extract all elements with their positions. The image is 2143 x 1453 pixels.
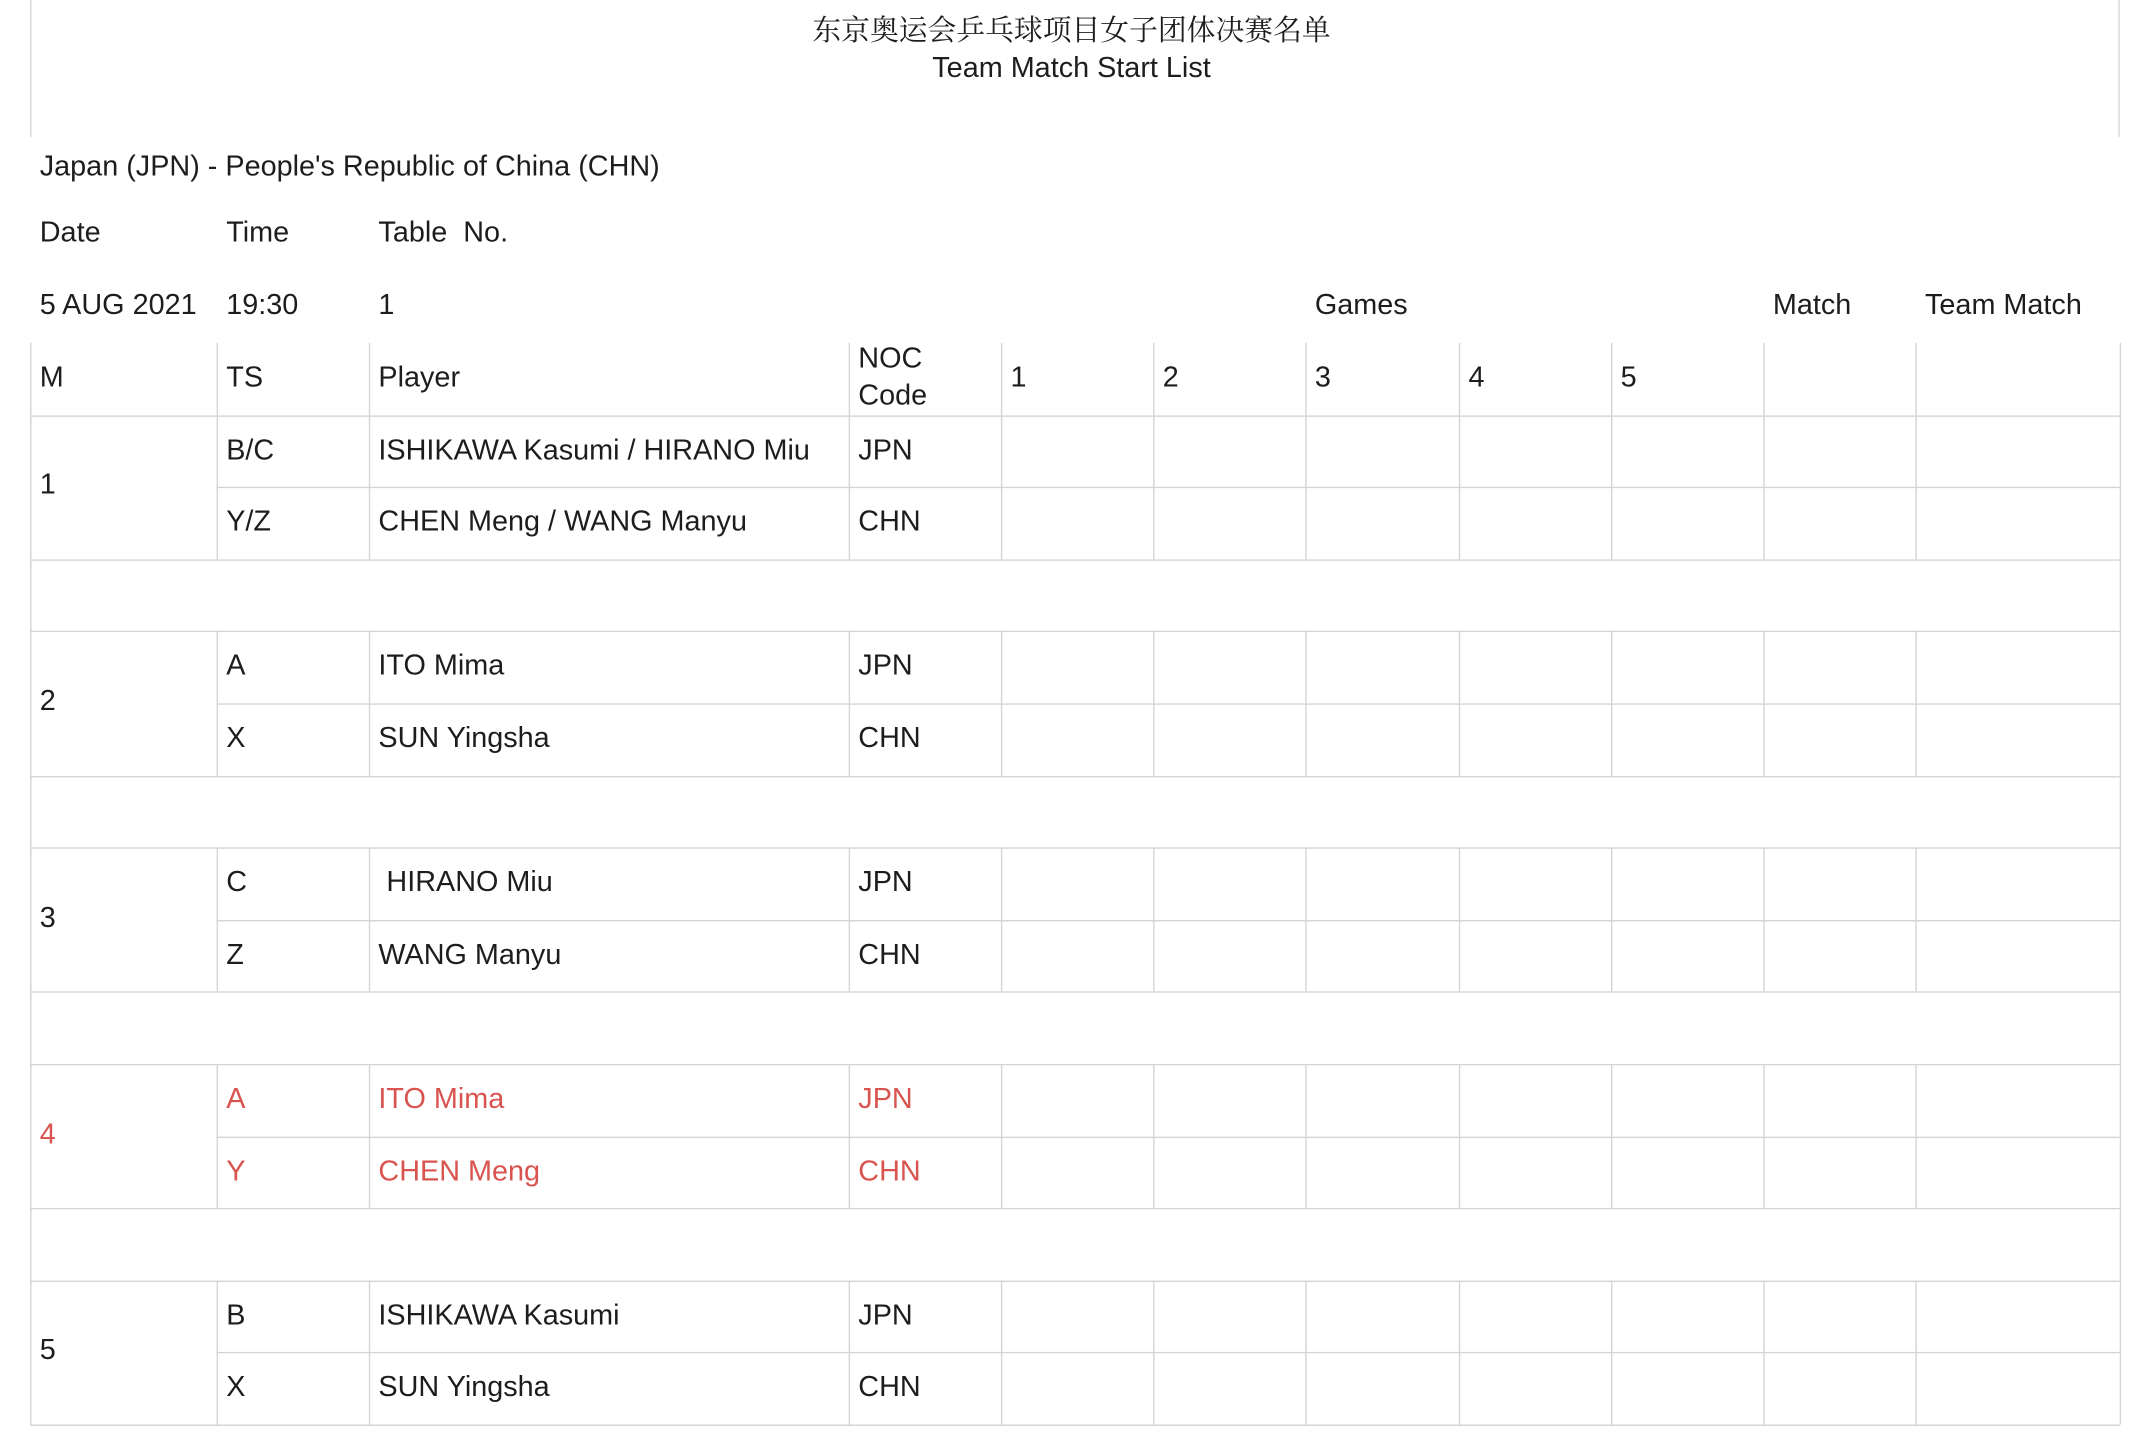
- spacer-row-bottom-rule: [30, 631, 2120, 632]
- header-bottom-rule: [30, 415, 2120, 416]
- player-name: ISHIKAWA Kasumi: [378, 1299, 620, 1332]
- match-number: 4: [39, 1118, 56, 1150]
- player-name: HIRANO Miu: [378, 866, 553, 899]
- noc-code: JPN: [858, 1083, 913, 1115]
- col-header-code: Code: [858, 379, 928, 412]
- table-left-border: [30, 343, 31, 1425]
- player-name: WANG Manyu: [378, 938, 562, 971]
- table-right-border: [2120, 343, 2121, 1425]
- matchup-heading: Japan (JPN) - People's Republic of China (CHN): [39, 150, 660, 183]
- player-name: SUN Yingsha: [378, 1371, 550, 1404]
- col-header-noc: NOC: [858, 342, 923, 375]
- title-chinese: 东京奥运会乒乓球项目女子团体决赛名单: [812, 13, 1331, 47]
- team-slot: Y: [226, 1155, 246, 1187]
- noc-code: CHN: [858, 1371, 921, 1404]
- header-column-divider: [1763, 343, 1764, 415]
- header-column-divider: [369, 343, 370, 415]
- match-block-bottom-rule: [30, 559, 2120, 560]
- spacer-row-bottom-rule: [30, 1280, 2120, 1281]
- player-name: CHEN Meng / WANG Manyu: [378, 506, 747, 538]
- header-column-divider: [1915, 343, 1916, 415]
- col-header-game-5: 5: [1620, 361, 1637, 394]
- noc-code: CHN: [858, 722, 921, 755]
- date-label: Date: [39, 216, 101, 249]
- date-value: 5 AUG 2021: [39, 289, 197, 321]
- player-row-divider: [217, 1136, 2120, 1137]
- player-name: SUN Yingsha: [378, 722, 550, 755]
- time-label: Time: [226, 216, 290, 249]
- team-slot: B: [226, 1299, 246, 1332]
- header-column-divider: [1153, 343, 1154, 415]
- team-slot: A: [226, 1083, 246, 1115]
- noc-code: JPN: [858, 866, 913, 899]
- player-name: CHEN Meng: [378, 1155, 541, 1187]
- team-slot: C: [226, 866, 248, 899]
- player-row-divider: [217, 920, 2120, 921]
- noc-code: CHN: [858, 1155, 921, 1187]
- col-header-m: M: [39, 361, 64, 394]
- player-row-divider: [217, 703, 2120, 704]
- table-no-value: 1: [378, 289, 395, 321]
- team-match-super-header: Team Match: [1925, 289, 2082, 321]
- col-header-player: Player: [378, 361, 461, 394]
- player-name: ISHIKAWA Kasumi / HIRANO Miu: [378, 434, 810, 466]
- spacer-row-bottom-rule: [30, 848, 2120, 849]
- header-column-divider: [1459, 343, 1460, 415]
- team-slot: Z: [226, 938, 244, 971]
- col-header-game-1: 1: [1010, 361, 1027, 394]
- noc-code: JPN: [858, 1299, 913, 1332]
- noc-code: JPN: [858, 650, 913, 682]
- player-row-divider: [217, 487, 2120, 488]
- games-super-header: Games: [1314, 289, 1408, 321]
- noc-code: CHN: [858, 506, 921, 538]
- team-slot: B/C: [226, 434, 275, 466]
- player-row-divider: [217, 1352, 2120, 1353]
- team-slot: Y/Z: [226, 506, 272, 538]
- title-block: [0, 11, 2143, 88]
- team-slot: X: [226, 1371, 246, 1404]
- col-header-game-4: 4: [1468, 361, 1485, 394]
- player-name: ITO Mima: [378, 650, 505, 682]
- team-slot: X: [226, 722, 246, 755]
- col-header-game-2: 2: [1162, 361, 1179, 394]
- col-header-game-3: 3: [1314, 361, 1331, 394]
- table-no-label: Table No.: [378, 216, 509, 249]
- header-column-divider: [1305, 343, 1306, 415]
- match-number: 2: [39, 685, 56, 718]
- title-english: Team Match Start List: [932, 52, 1211, 84]
- time-value: 19:30: [226, 289, 299, 321]
- match-number: 3: [39, 901, 56, 934]
- header-column-divider: [1611, 343, 1612, 415]
- match-super-header: Match: [1772, 289, 1852, 321]
- match-block-bottom-rule: [30, 1208, 2120, 1209]
- match-number: 5: [39, 1334, 56, 1367]
- team-slot: A: [226, 650, 246, 682]
- match-block-bottom-rule: [30, 992, 2120, 993]
- table-bottom-rule: [30, 1425, 2120, 1426]
- header-column-divider: [849, 343, 850, 415]
- match-number: 1: [39, 469, 56, 501]
- player-name: ITO Mima: [378, 1083, 505, 1115]
- match-block-bottom-rule: [30, 775, 2120, 776]
- spacer-row-bottom-rule: [30, 1064, 2120, 1065]
- col-header-ts: TS: [226, 361, 264, 394]
- header-column-divider: [217, 343, 218, 415]
- noc-code: CHN: [858, 938, 921, 971]
- noc-code: JPN: [858, 434, 913, 466]
- header-column-divider: [1001, 343, 1002, 415]
